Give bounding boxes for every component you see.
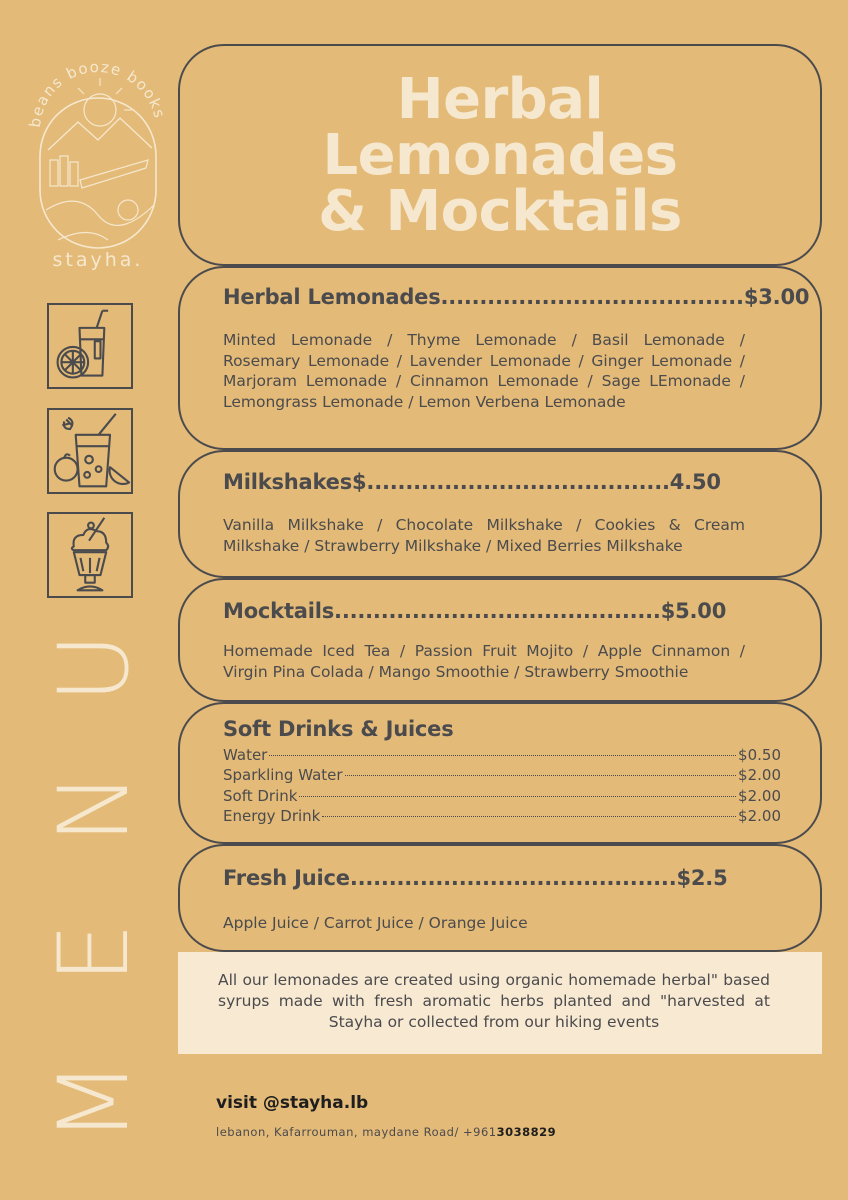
menu-letter-e: E — [38, 922, 150, 984]
brand-name: stayha. — [52, 249, 144, 270]
row-price: $2.00 — [738, 766, 781, 784]
fresh-juice-header: Fresh Juice..........................................$2.5 — [223, 866, 728, 890]
address-text: lebanon, Kafarrouman, maydane Road/ +961 — [216, 1125, 497, 1139]
dot-leader — [322, 816, 736, 817]
lemonades-items: Minted Lemonade / Thyme Lemonade / Basil Lemonade / Rosemary Lemonade / Lavender Lemonade / Ginger Lemonade / Marjoram Lemonade / Cinnamon Lemonade / Sage LEmonade / Lemongrass Lemonade / Lemon Verbena Lemonade — [223, 331, 745, 411]
milkshakes-header: Milkshakes$.......................................4.50 — [223, 470, 721, 494]
price-row — [223, 786, 781, 806]
address-line — [216, 1125, 556, 1139]
stayha-logo — [28, 40, 168, 270]
menu-letter-n: N — [38, 772, 150, 844]
row-price: $2.00 — [738, 787, 781, 805]
svg-text:beans booze books: eans booze books — [28, 57, 168, 121]
row-name: Water — [223, 746, 268, 764]
row-price: $2.00 — [738, 807, 781, 825]
row-name: Sparkling Water — [223, 766, 343, 784]
title-line-2: Lemonades — [322, 123, 678, 188]
mocktail-glass-icon — [47, 408, 133, 494]
row-price: $0.50 — [738, 746, 781, 764]
milkshake-glass-icon — [47, 512, 133, 598]
soft-drinks-header: Soft Drinks & Juices — [223, 717, 454, 741]
title-line-3: & Mocktails — [318, 179, 682, 244]
menu-letter-m: M — [38, 1060, 150, 1143]
dot-leader — [345, 775, 736, 776]
menu-letter-u: U — [38, 632, 150, 704]
phone-number[interactable]: 3038829 — [496, 1125, 557, 1139]
organic-note: All our lemonades are created using organic homemade herbal" based syrups made with fresh aromatic herbs planted and "harvested at Stayha or collected from our hiking events — [178, 952, 822, 1054]
milkshakes-items: Vanilla Milkshake / Chocolate Milkshake / Cookies & Cream Milkshake / Strawberry Milkshake / Mixed Berries Milkshake — [223, 516, 745, 555]
fresh-juice-items: Apple Juice / Carrot Juice / Orange Juice — [223, 914, 528, 932]
mocktails-panel — [178, 578, 822, 702]
row-name: Energy Drink — [223, 807, 321, 825]
mocktails-header: Mocktails..........................................$5.00 — [223, 599, 727, 623]
price-row — [223, 806, 781, 826]
price-row — [223, 765, 781, 785]
lemonade-glass-icon — [47, 303, 133, 389]
fresh-juice-panel — [178, 844, 822, 952]
instagram-handle[interactable]: visit @stayha.lb — [216, 1093, 369, 1113]
price-row — [223, 745, 781, 765]
row-name: Soft Drink — [223, 787, 298, 805]
dot-leader — [299, 796, 736, 797]
dot-leader — [269, 755, 736, 756]
mocktails-items: Homemade Iced Tea / Passion Fruit Mojito / Apple Cinnamon / Virgin Pina Colada / Mango Smoothie / Strawberry Smoothie — [223, 642, 745, 681]
page-title — [178, 67, 822, 244]
lemonades-header: Herbal Lemonades.......................................$3.00 — [223, 285, 810, 309]
title-line-1: Herbal — [396, 67, 604, 132]
